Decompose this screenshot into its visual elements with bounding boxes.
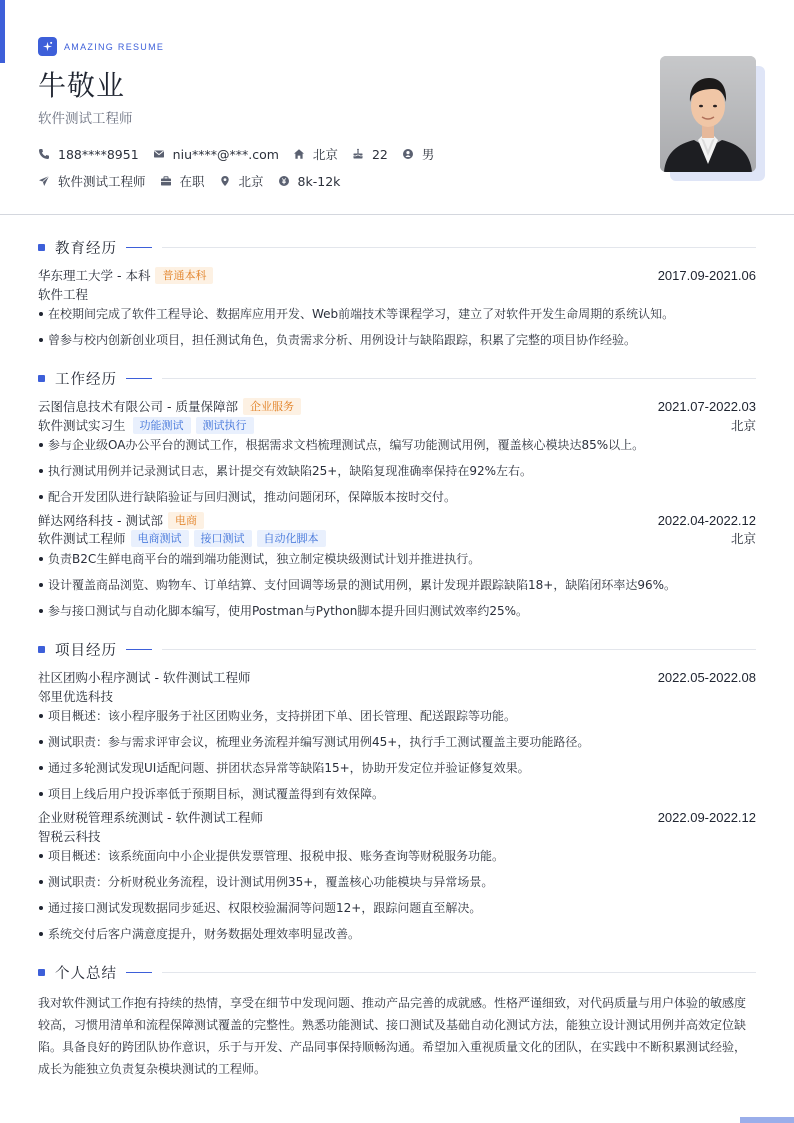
project-company-row (38, 827, 756, 845)
work-company-row (38, 511, 756, 529)
mail-icon (153, 148, 165, 160)
bullet-dot (39, 854, 43, 858)
work-location: 北京 (730, 531, 756, 546)
gender-item (402, 145, 435, 163)
phone-item (38, 147, 139, 162)
gender-icon (402, 148, 414, 160)
section-marker (38, 969, 45, 976)
profile-photo (660, 56, 756, 172)
section-line (126, 972, 152, 973)
candidate-name: 牛敬业 (38, 69, 126, 102)
summary-text: 我对软件测试工作抱有持续的热情，享受在细节中发现问题、推动产品完善的成就感。性格严谨细致，对代码质量与用户体验的敏感度较高，习惯用清单和流程保障测试覆盖的完整性。熟悉功能测试、接口测试及基础自动化测试方法，能独立设计测试用例并高效定位缺陷。具备良好的跨团队协作意识，乐于与开发、产品同事保持顺畅沟通。希望加入重视质量文化的团队，在实践中不断积累测试经验，成长为能独立负责复杂模块测试的工程师。 (38, 996, 747, 1076)
work-bullet (38, 576, 756, 593)
bullet-text: 测试职责：分析财税业务流程，设计测试用例35+，覆盖核心功能模块与异常场景。 (48, 875, 494, 889)
intent-city-item (219, 172, 264, 190)
intent-position-item (38, 172, 146, 190)
section-education (38, 237, 756, 257)
project-title-row (38, 668, 756, 686)
work-industry-tag: 电商 (168, 512, 204, 529)
bullet-dot (39, 609, 43, 613)
work-skill-tag: 测试执行 (196, 417, 254, 434)
work-company-row (38, 397, 756, 415)
bullet-dot (39, 557, 43, 561)
bullet-dot (39, 792, 43, 796)
work-date: 2022.04-2022.12 (657, 512, 756, 528)
project-title-row (38, 808, 756, 826)
section-work (38, 368, 756, 388)
work-role-row (38, 529, 756, 547)
job-intent-row (38, 172, 354, 190)
phone-icon (38, 148, 50, 160)
project-company-row (38, 687, 756, 705)
salary-text: 8k-12k (297, 173, 341, 189)
salary-item (278, 174, 341, 189)
education-major: 软件工程 (38, 287, 89, 302)
bullet-dot (39, 880, 43, 884)
project-bullet (38, 785, 756, 802)
project-bullet (38, 873, 756, 890)
email-text: niu****@***.com (172, 146, 279, 162)
bullet-text: 测试职责：参与需求评审会议，梳理业务流程并编写测试用例45+，执行手工测试覆盖主要功能路径。 (48, 735, 590, 749)
section-title-summary: 个人总结 (55, 965, 117, 982)
bullet-text: 曾参与校内创新创业项目，担任测试角色，负责需求分析、用例设计与缺陷跟踪，积累了完整的项目协作经验。 (48, 333, 637, 347)
project-bullet (38, 733, 756, 750)
bullet-text: 系统交付后客户满意度提升，财务数据处理效率明显改善。 (48, 927, 361, 941)
bullet-dot (39, 932, 43, 936)
bullet-text: 参与企业级OA办公平台的测试工作，根据需求文档梳理测试点，编写功能测试用例，覆盖核心模块达85%以上。 (48, 438, 645, 452)
section-projects (38, 639, 756, 659)
city-text: 北京 (312, 147, 338, 162)
work-bullet (38, 462, 756, 479)
project-bullet (38, 925, 756, 942)
project-bullet (38, 759, 756, 776)
intent-position-text: 软件测试工程师 (58, 174, 146, 189)
section-line (162, 247, 756, 248)
contact-row (38, 145, 448, 163)
email-item (153, 147, 279, 162)
work-location: 北京 (730, 418, 756, 433)
age-text: 22 (371, 146, 388, 162)
status-item (160, 172, 205, 190)
bullet-text: 项目上线后用户投诉率低于预期目标，测试覆盖得到有效保障。 (48, 787, 385, 801)
work-role: 软件测试工程师 (38, 531, 126, 546)
bullet-dot (39, 583, 43, 587)
section-title-work: 工作经历 (55, 371, 117, 388)
work-bullet (38, 436, 756, 453)
section-marker (38, 646, 45, 653)
bullet-text: 配合开发团队进行缺陷验证与回归测试，推动问题闭环，保障版本按时交付。 (48, 490, 457, 504)
bullet-dot (39, 338, 43, 342)
city-item (293, 145, 338, 163)
phone-text: 188****8951 (58, 146, 139, 162)
header-divider (0, 214, 794, 215)
bullet-text: 设计覆盖商品浏览、购物车、订单结算、支付回调等场景的测试用例，累计发现并跟踪缺陷18+，缺陷闭环率达96%。 (48, 578, 677, 592)
bullet-dot (39, 766, 43, 770)
project-date: 2022.05-2022.08 (657, 669, 756, 685)
work-company: 云图信息技术有限公司 - 质量保障部 (38, 399, 238, 414)
work-role-row (38, 416, 756, 434)
section-title-projects: 项目经历 (55, 642, 117, 659)
project-bullet (38, 707, 756, 724)
education-date: 2017.09-2021.06 (657, 267, 756, 283)
age-item (352, 147, 388, 162)
section-summary (38, 962, 756, 982)
work-company: 鲜达网络科技 - 测试部 (38, 513, 163, 528)
work-bullet (38, 602, 756, 619)
section-line (126, 378, 152, 379)
education-major-row (38, 285, 756, 303)
section-marker (38, 244, 45, 251)
project-date: 2022.09-2022.12 (657, 809, 756, 825)
bullet-text: 执行测试用例并记录测试日志，累计提交有效缺陷25+，缺陷复现准确率保持在92%左右。 (48, 464, 532, 478)
gender-text: 男 (421, 147, 435, 162)
section-title-education: 教育经历 (55, 240, 117, 257)
bullet-text: 负责B2C生鲜电商平台的端到端功能测试，独立制定模块级测试计划并推进执行。 (48, 552, 481, 566)
bullet-text: 通过多轮测试发现UI适配问题、拼团状态异常等缺陷15+，协助开发定位并验证修复效果。 (48, 761, 530, 775)
education-row (38, 266, 756, 284)
section-line (126, 649, 152, 650)
work-date: 2021.07-2022.03 (657, 398, 756, 414)
location-pin-icon (219, 175, 231, 187)
section-line (162, 972, 756, 973)
education-bullet (38, 305, 756, 322)
education-bullet (38, 331, 756, 348)
work-bullet (38, 488, 756, 505)
bullet-dot (39, 443, 43, 447)
cake-icon (352, 148, 364, 160)
brand (38, 37, 164, 56)
status-text: 在职 (179, 174, 205, 189)
bullet-text: 在校期间完成了软件工程导论、数据库应用开发、Web前端技术等课程学习，建立了对软件开发生命周期的系统认知。 (48, 307, 675, 321)
work-skill-tag: 接口测试 (194, 530, 252, 547)
section-line (162, 649, 756, 650)
send-icon (38, 175, 50, 187)
bullet-text: 参与接口测试与自动化脚本编写，使用Postman与Python脚本提升回归测试效率约25%。 (48, 604, 529, 618)
bullet-dot (39, 740, 43, 744)
work-bullet (38, 550, 756, 567)
project-bullet (38, 847, 756, 864)
bullet-text: 项目概述：该系统面向中小企业提供发票管理、报税申报、账务查询等财税服务功能。 (48, 849, 505, 863)
top-accent-bar (0, 0, 5, 63)
section-marker (38, 375, 45, 382)
bullet-dot (39, 906, 43, 910)
work-skill-tag: 电商测试 (131, 530, 189, 547)
section-line (126, 247, 152, 248)
job-title: 软件测试工程师 (38, 111, 133, 127)
work-role: 软件测试实习生 (38, 418, 126, 433)
project-company: 邻里优选科技 (38, 689, 114, 704)
bullet-dot (39, 469, 43, 473)
project-title: 企业财税管理系统测试 - 软件测试工程师 (38, 810, 263, 825)
intent-city-text: 北京 (238, 174, 264, 189)
brand-text: AMAZING RESUME (64, 41, 165, 52)
bottom-accent-bar (740, 1117, 794, 1123)
bullet-dot (39, 312, 43, 316)
briefcase-icon (160, 175, 172, 187)
work-skill-tag: 自动化脚本 (257, 530, 326, 547)
section-line (162, 378, 756, 379)
salary-icon (278, 175, 290, 187)
bullet-text: 项目概述：该小程序服务于社区团购业务，支持拼团下单、团长管理、配送跟踪等功能。 (48, 709, 517, 723)
home-icon (293, 148, 305, 160)
project-title: 社区团购小程序测试 - 软件测试工程师 (38, 670, 251, 685)
education-school: 华东理工大学 - 本科 (38, 268, 151, 283)
project-bullet (38, 899, 756, 916)
bullet-dot (39, 495, 43, 499)
education-tag: 普通本科 (155, 267, 213, 284)
sparkle-icon (38, 37, 57, 56)
project-company: 智税云科技 (38, 829, 101, 844)
work-industry-tag: 企业服务 (243, 398, 301, 415)
bullet-dot (39, 714, 43, 718)
bullet-text: 通过接口测试发现数据同步延迟、权限校验漏洞等问题12+，跟踪问题直至解决。 (48, 901, 482, 915)
work-skill-tag: 功能测试 (133, 417, 191, 434)
